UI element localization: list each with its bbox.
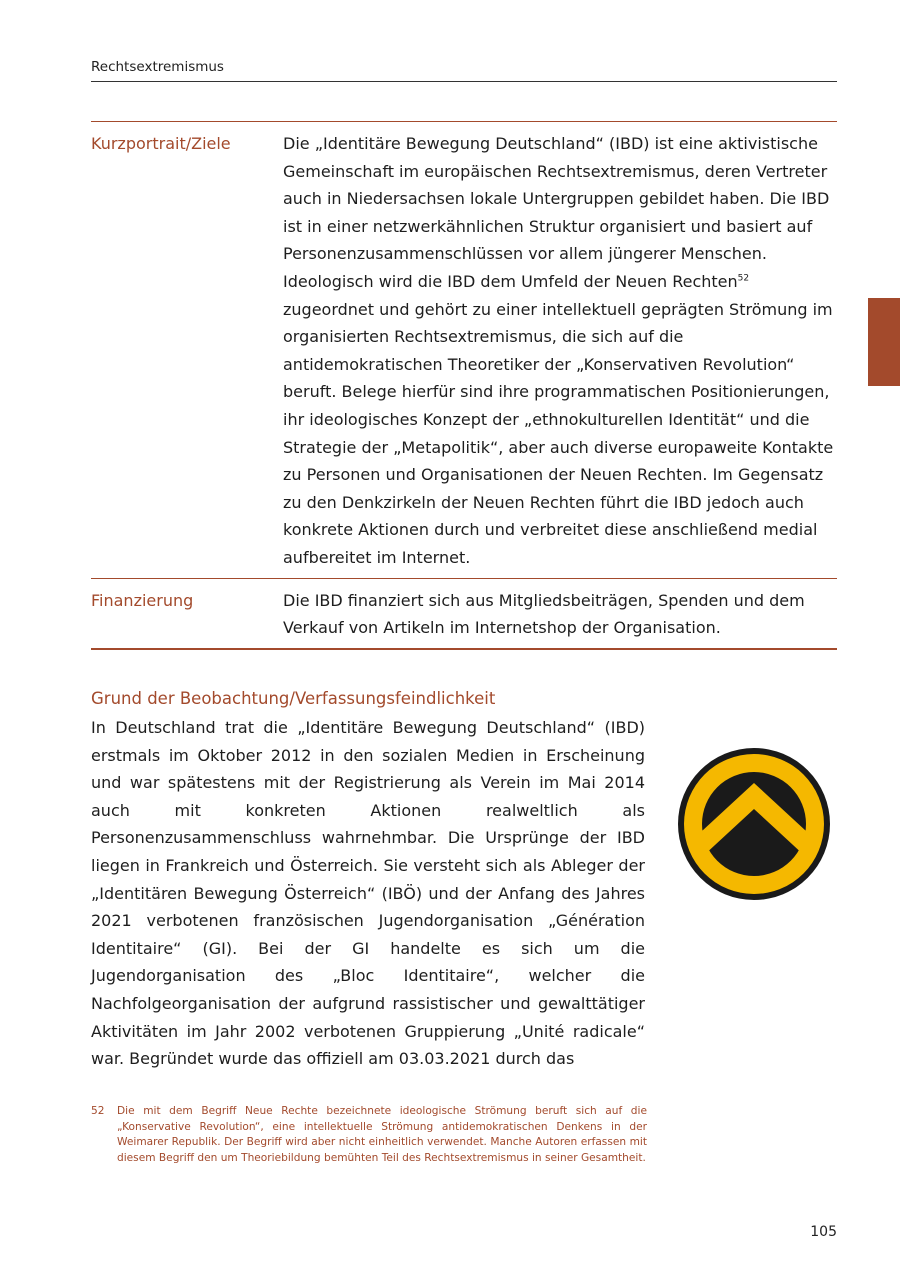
chapter-tab-marker — [868, 298, 900, 386]
section-heading: Grund der Beobachtung/Verfassungsfeindlichkeit — [91, 689, 496, 708]
row-text: Die IBD finanziert sich aus Mitgliedsbeiträgen, Spenden und dem Verkauf von Artikeln im Internetshop der Organisation. — [283, 590, 805, 638]
table-row-kurzportrait — [91, 122, 837, 578]
lambda-emblem-icon — [677, 747, 831, 901]
footnote-number: 52 — [91, 1105, 105, 1117]
row-label: Finanzierung — [91, 590, 194, 610]
page-number: 105 — [810, 1224, 837, 1240]
info-table — [91, 121, 837, 650]
row-text — [283, 130, 837, 572]
footnote-text: Die mit dem Begriff Neue Rechte bezeichnete ideologische Strömung beruft sich auf die „Konservative Revolution“, eine intellektuelle Strömung antidemokratischen Denkens in der Weimarer Republik. Der Begriff wird aber nicht einheitlich verwendet. Manche Autoren erfassen mit diesem Begriff den um Theoriebildung bemühten Teil des Rechtsextremismus in seiner Gesamtheit. — [117, 1105, 647, 1164]
running-header: Rechtsextremismus — [91, 59, 837, 82]
row-text-part: Die „Identitäre Bewegung Deutschland“ (IBD) ist eine aktivistische Gemeinschaft im europäischen Rechtsextremismus, deren Vertreter auch in Niedersachsen lokale Untergruppen gebildet haben. Die IBD ist in einer netzwerkähnlichen Struktur organisiert und basiert auf Personenzusammenschlüssen vor allem jüngerer Menschen. Ideologisch wird die IBD dem Umfeld der Neuen Rechten — [283, 134, 830, 291]
row-label: Kurzportrait/Ziele — [91, 134, 231, 153]
row-text-part: zugeordnet und gehört zu einer intellektuell geprägten Strömung im organisierten Rechtsextremismus, die sich auf die antidemokratischen Theoretiker der „Konservativen Revolution“ beruft. Belege hierfür sind ihre programmatischen Positionierungen, ihr ideologisches Konzept der „ethnokulturellen Identität“ und die Strategie der „Metapolitik“, aber auch diverse europaweite Kontakte zu Personen und Organisationen der Neuen Rechten. Im Gegensatz zu den Denkzirkeln der Neuen Rechten führt die IBD jedoch auch konkrete Aktionen durch und verbreitet diese anschließend medial aufbereitet im Internet. — [283, 299, 834, 567]
footnote-reference[interactable]: 52 — [737, 273, 750, 284]
footnote — [91, 1104, 647, 1166]
section-body-text: In Deutschland trat die „Identitäre Bewegung Deutschland“ (IBD) erstmals im Oktober 2012 in den sozialen Medien in Erscheinung und war spätestens mit der Registrierung als Verein im Mai 2014 auch mit konkreten Aktionen realweltlich als Personenzusammenschluss wahrnehmbar. Die Ursprünge der IBD liegen in Frankreich und Österreich. Sie versteht sich als Ableger der „Identitären Bewegung Österreich“ (IBÖ) und der Anfang des Jahres 2021 verbotenen französischen Jugendorganisation „Génération Identitaire“ (GI). Bei der GI handelte es sich um die Jugendorganisation des „Bloc Identitaire“, welcher die Nachfolgeorganisation der aufgrund rassistischer und gewalttätiger Aktivitäten im Jahr 2002 verbotenen Gruppierung „Unité radicale“ war. Begründet wurde das offiziell am 03.03.2021 durch das — [91, 718, 645, 1069]
table-row-finanzierung — [91, 578, 837, 648]
